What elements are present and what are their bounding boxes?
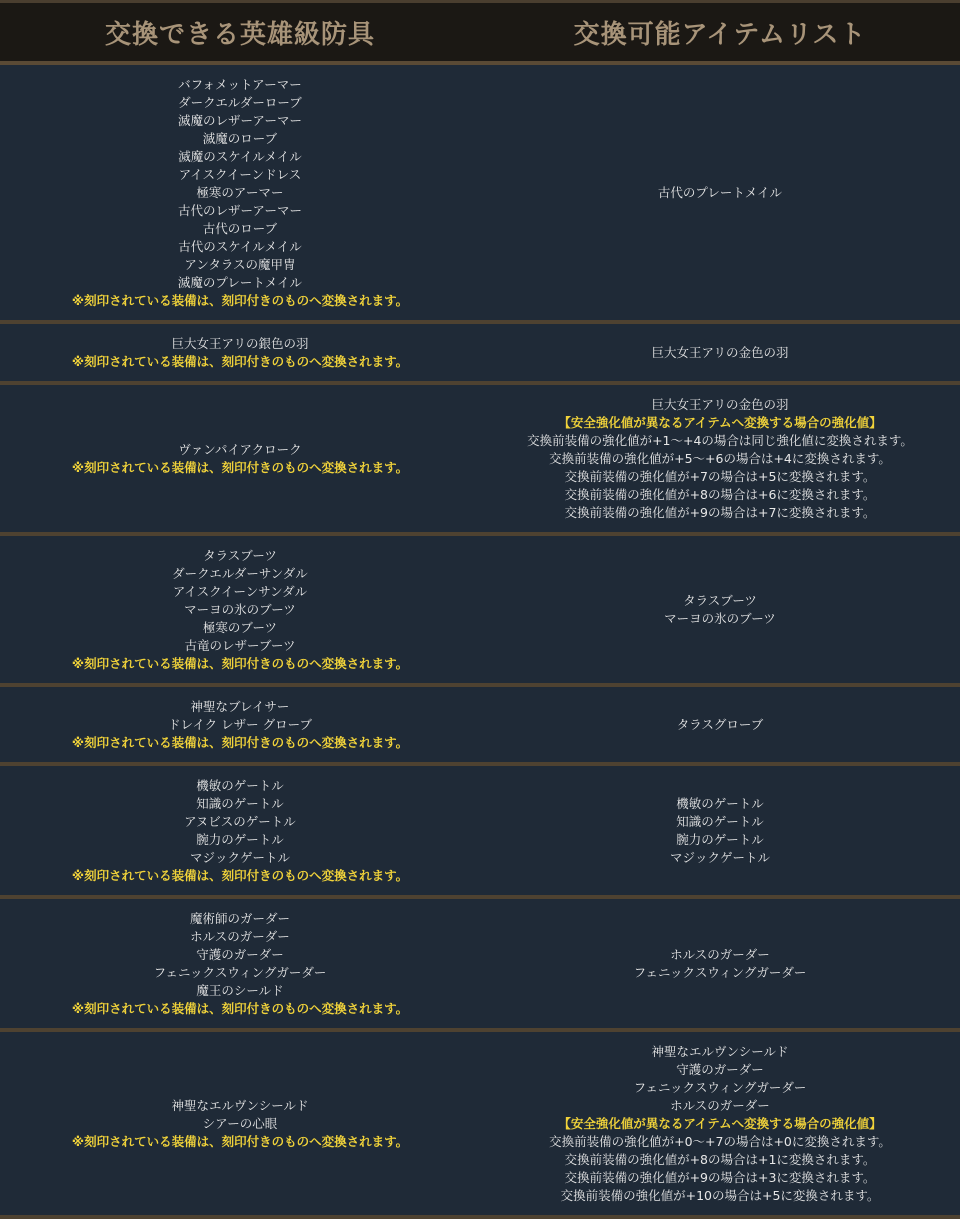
enhancement-rule: 交換前装備の強化値が+9の場合は+3に変換されます。 (564, 1170, 876, 1185)
target-item-cell (480, 1030, 960, 1217)
engraving-note: ※刻印されている装備は、刻印付きのものへ変換されます。 (71, 354, 409, 369)
target-item: 機敏のゲートル (676, 796, 764, 811)
source-armor-item: ヴァンパイアクローク (178, 442, 302, 457)
table-row (0, 764, 960, 897)
source-armor-item: 巨大女王アリの銀色の羽 (171, 336, 309, 351)
enhancement-rule: 交換前装備の強化値が+0～+7の場合は+0に変換されます。 (549, 1134, 891, 1149)
engraving-note: ※刻印されている装備は、刻印付きのものへ変換されます。 (71, 868, 409, 883)
source-armor-item: 古竜のレザーブーツ (184, 638, 296, 653)
target-item: ホルスのガーダー (670, 1098, 770, 1113)
source-armor-item: 魔術師のガーダー (189, 911, 290, 926)
source-armor-cell (0, 534, 480, 685)
table-row (0, 534, 960, 685)
target-item: フェニックスウィングガーダー (633, 965, 807, 980)
source-armor-item: アイスクイーンサンダル (172, 584, 308, 599)
source-armor-item: 滅魔のローブ (202, 131, 278, 146)
target-item: フェニックスウィングガーダー (633, 1080, 807, 1095)
source-armor-item: 知識のゲートル (196, 796, 284, 811)
target-item-cell (480, 685, 960, 764)
target-item-cell (480, 63, 960, 322)
target-item: 神聖なエルヴンシールド (651, 1044, 789, 1059)
target-item: タラスグローブ (676, 717, 764, 732)
enhancement-rule: 交換前装備の強化値が+8の場合は+6に変換されます。 (564, 487, 876, 502)
enhancement-rule: 交換前装備の強化値が+1～+4の場合は同じ強化値に変換されます。 (527, 433, 913, 448)
table-row (0, 1030, 960, 1217)
engraving-note: ※刻印されている装備は、刻印付きのものへ変換されます。 (71, 1001, 409, 1016)
source-armor-item: 古代のローブ (202, 221, 278, 236)
source-armor-item: ホルスのガーダー (190, 929, 290, 944)
source-armor-item: 滅魔のプレートメイル (177, 275, 303, 290)
header-row (0, 2, 960, 64)
source-armor-item: 機敏のゲートル (196, 778, 284, 793)
table-body (0, 63, 960, 1217)
target-item-cell (480, 322, 960, 383)
source-armor-cell (0, 322, 480, 383)
engraving-note: ※刻印されている装備は、刻印付きのものへ変換されます。 (71, 293, 409, 308)
target-item: タラスブーツ (683, 593, 757, 608)
source-armor-item: 極寒のアーマー (196, 185, 284, 200)
source-armor-item: アヌビスのゲートル (184, 814, 296, 829)
source-armor-cell (0, 897, 480, 1030)
header-exchange-item-list: 交換可能アイテムリスト (480, 2, 960, 64)
enhancement-rule: 交換前装備の強化値が+8の場合は+1に変換されます。 (564, 1152, 876, 1167)
enhancement-note-heading: 【安全強化値が異なるアイテムへ変換する場合の強化値】 (558, 1116, 882, 1131)
target-item: マジックゲートル (669, 850, 770, 865)
source-armor-item: フェニックスウィングガーダー (153, 965, 327, 980)
target-item-cell (480, 534, 960, 685)
target-item: マーヨの氷のブーツ (664, 611, 776, 626)
source-armor-item: ダークエルダーローブ (178, 95, 302, 110)
engraving-note: ※刻印されている装備は、刻印付きのものへ変換されます。 (71, 460, 409, 475)
source-armor-item: 神聖なブレイサー (190, 699, 290, 714)
source-armor-item: 古代のスケイルメイル (178, 239, 302, 254)
target-item: ホルスのガーダー (670, 947, 770, 962)
engraving-note: ※刻印されている装備は、刻印付きのものへ変換されます。 (71, 656, 409, 671)
source-armor-item: バフォメットアーマー (178, 77, 302, 92)
target-item: 古代のプレートメイル (657, 185, 783, 200)
source-armor-item: 神聖なエルヴンシールド (171, 1098, 309, 1113)
target-item-cell (480, 383, 960, 534)
source-armor-item: 極寒のブーツ (202, 620, 278, 635)
source-armor-cell (0, 383, 480, 534)
enhancement-rule: 交換前装備の強化値が+7の場合は+5に変換されます。 (564, 469, 876, 484)
table-row (0, 897, 960, 1030)
table-row (0, 63, 960, 322)
enhancement-note-heading: 【安全強化値が異なるアイテムへ変換する場合の強化値】 (558, 415, 882, 430)
table-row (0, 383, 960, 534)
source-armor-item: ドレイク レザー グローブ (168, 717, 312, 732)
target-item: 守護のガーダー (676, 1062, 764, 1077)
engraving-note: ※刻印されている装備は、刻印付きのものへ変換されます。 (71, 735, 409, 750)
target-item-cell (480, 764, 960, 897)
table-row (0, 685, 960, 764)
source-armor-item: 古代のレザーアーマー (177, 203, 302, 218)
source-armor-item: 守護のガーダー (196, 947, 284, 962)
source-armor-item: シアーの心眼 (202, 1116, 278, 1131)
engraving-note: ※刻印されている装備は、刻印付きのものへ変換されます。 (71, 1134, 409, 1149)
source-armor-item: マーヨの氷のブーツ (184, 602, 296, 617)
target-item: 知識のゲートル (676, 814, 764, 829)
target-item: 巨大女王アリの金色の羽 (651, 345, 789, 360)
source-armor-cell (0, 764, 480, 897)
source-armor-item: 滅魔のスケイルメイル (178, 149, 302, 164)
target-item: 腕力のゲートル (676, 832, 764, 847)
table-row (0, 322, 960, 383)
source-armor-item: ダークエルダーサンダル (172, 566, 308, 581)
header-exchangeable-armor: 交換できる英雄級防具 (0, 2, 480, 64)
target-item-cell (480, 897, 960, 1030)
source-armor-cell (0, 63, 480, 322)
source-armor-cell (0, 685, 480, 764)
target-item: 巨大女王アリの金色の羽 (651, 397, 789, 412)
source-armor-cell (0, 1030, 480, 1217)
source-armor-item: 魔王のシールド (196, 983, 284, 998)
source-armor-item: マジックゲートル (189, 850, 290, 865)
source-armor-item: 滅魔のレザーアーマー (177, 113, 302, 128)
enhancement-rule: 交換前装備の強化値が+5～+6の場合は+4に変換されます。 (549, 451, 891, 466)
enhancement-rule: 交換前装備の強化値が+10の場合は+5に変換されます。 (560, 1188, 880, 1203)
source-armor-item: アイスクイーンドレス (178, 167, 302, 182)
source-armor-item: アンタラスの魔甲冑 (184, 257, 296, 272)
source-armor-item: 腕力のゲートル (196, 832, 284, 847)
source-armor-item: タラスブーツ (203, 548, 277, 563)
enhancement-rule: 交換前装備の強化値が+9の場合は+7に変換されます。 (564, 505, 876, 520)
